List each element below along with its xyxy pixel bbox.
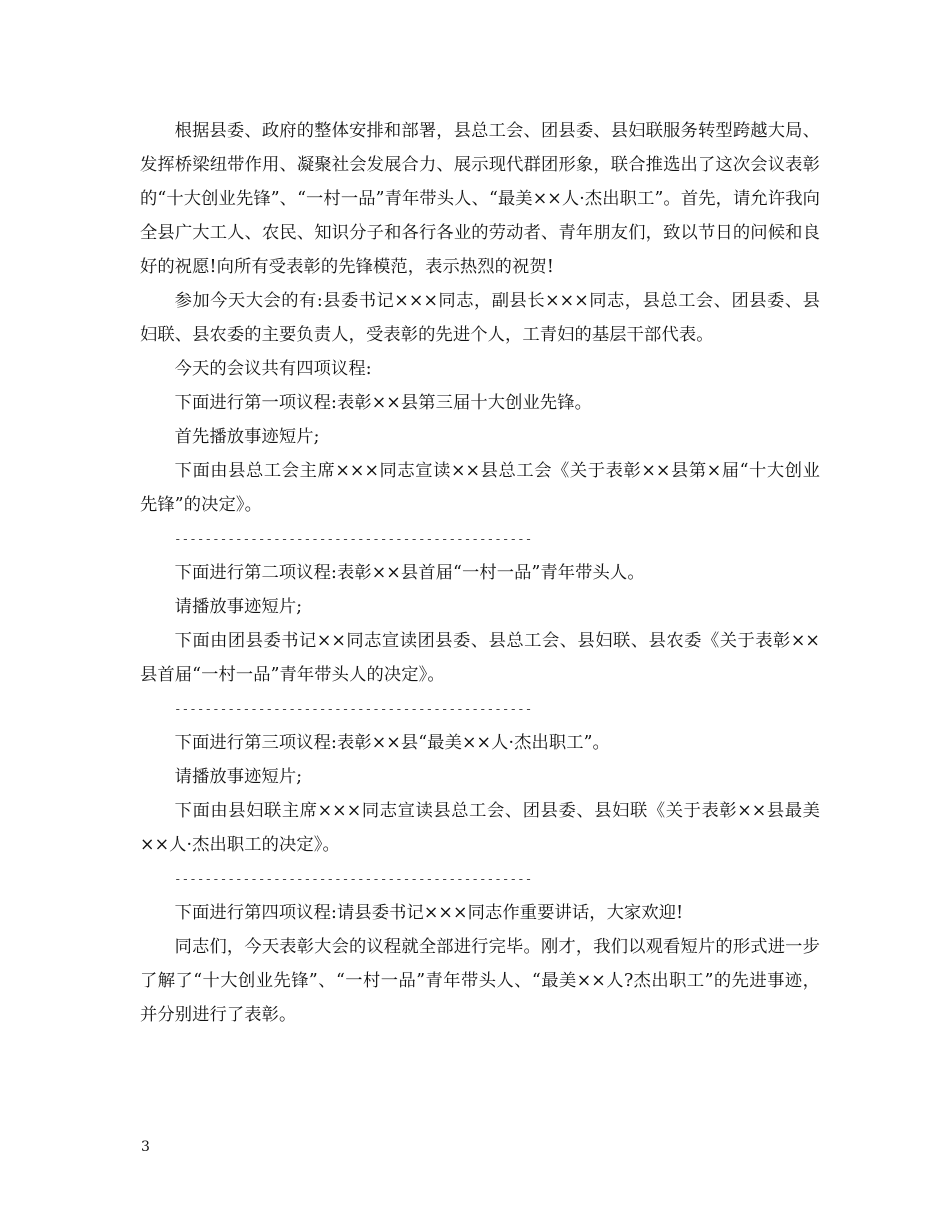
page-number: 3	[141, 1139, 150, 1155]
paragraph-agenda-count: 今天的会议共有四项议程:	[174, 359, 372, 379]
paragraph-decision-1: 下面由县总工会主席×××同志宣读××县总工会《关于表彰××县第×届“十大创业先锋”的决定》。	[140, 461, 820, 515]
paragraph-agenda-4: 下面进行第四项议程:请县委书记×××同志作重要讲话，大家欢迎!	[174, 903, 684, 923]
section-divider: -----------------------------------------------	[174, 871, 533, 886]
document-body	[140, 114, 820, 1032]
paragraph-intro: 根据县委、政府的整体安排和部署，县总工会、团县委、县妇联服务转型跨越大局、发挥桥梁纽带作用、凝聚社会发展合力、展示现代群团形象，联合推选出了这次会议表彰的“十大创业先锋”、“一村一品”青年带头人、“最美××人·杰出职工”。首先，请允许我向全县广大工人、农民、知识分子和各行各业的劳动者、青年朋友们，致以节日的问候和良好的祝愿!向所有受表彰的先锋模范，表示热烈的祝贺!	[140, 121, 820, 277]
paragraph-video-3: 请播放事迹短片;	[174, 767, 303, 787]
section-divider: -----------------------------------------------	[174, 531, 533, 546]
section-divider: -----------------------------------------------	[174, 701, 533, 716]
paragraph-closing: 同志们，今天表彰大会的议程就全部进行完毕。刚才，我们以观看短片的形式进一步了解了“十大创业先锋”、“一村一品”青年带头人、“最美××人?杰出职工”的先进事迹，并分别进行了表彰。	[140, 937, 820, 1025]
paragraph-video-1: 首先播放事迹短片;	[174, 427, 320, 447]
paragraph-agenda-1: 下面进行第一项议程:表彰××县第三届十大创业先锋。	[174, 393, 593, 413]
paragraph-video-2: 请播放事迹短片;	[174, 597, 303, 617]
paragraph-attendees: 参加今天大会的有:县委书记×××同志，副县长×××同志，县总工会、团县委、县妇联、县农委的主要负责人，受表彰的先进个人，工青妇的基层干部代表。	[140, 291, 820, 345]
paragraph-agenda-2: 下面进行第二项议程:表彰××县首届“一村一品”青年带头人。	[174, 563, 645, 583]
paragraph-decision-2: 下面由团县委书记××同志宣读团县委、县总工会、县妇联、县农委《关于表彰××县首届“一村一品”青年带头人的决定》。	[140, 631, 820, 685]
paragraph-agenda-3: 下面进行第三项议程:表彰××县“最美××人·杰出职工”。	[174, 733, 610, 753]
paragraph-decision-3: 下面由县妇联主席×××同志宣读县总工会、团县委、县妇联《关于表彰××县最美××人·杰出职工的决定》。	[140, 801, 820, 855]
